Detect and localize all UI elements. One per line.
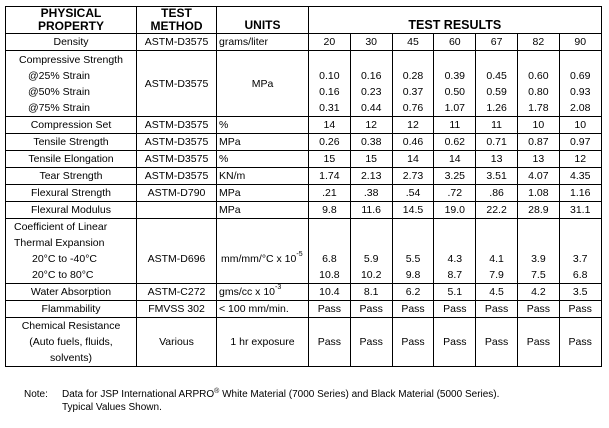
value-cell: Pass: [434, 301, 476, 318]
value-cell: 0.69 0.93 2.08: [559, 51, 601, 117]
note-text: Data for JSP International ARPRO® White Material (7000 Series) and Black Material (5000 Series). Typical Values Shown.: [62, 388, 500, 413]
row-tensile-elongation: [6, 151, 602, 168]
test-method: ASTM-D3575: [137, 134, 217, 151]
value-cell: Pass: [517, 301, 559, 318]
value-cell: 31.1: [559, 202, 601, 219]
property-label: Chemical Resistance (Auto fuels, fluids, solvents): [6, 318, 137, 367]
value-cell: 0.26: [309, 134, 351, 151]
value-cell: 0.16 0.23 0.44: [350, 51, 392, 117]
test-method: ASTM-D3575: [137, 34, 217, 51]
value-cell: .38: [350, 185, 392, 202]
value-cell: 10.4: [309, 284, 351, 301]
units: MPa: [217, 202, 309, 219]
test-method: ASTM-C272: [137, 284, 217, 301]
value-cell: 22.2: [476, 202, 518, 219]
test-method: ASTM-D3575: [137, 168, 217, 185]
value-cell: 90: [559, 34, 601, 51]
value-cell: Pass: [309, 301, 351, 318]
row-water-absorption: [6, 284, 602, 301]
row-chemical-resistance: [6, 318, 602, 367]
value-cell: 0.87: [517, 134, 559, 151]
row-flexural-strength: [6, 185, 602, 202]
units: mm/mm/°C x $10^{-5}$: [217, 219, 309, 284]
value-cell: 5.1: [434, 284, 476, 301]
value-cell: 10: [517, 117, 559, 134]
value-cell: 14.5: [392, 202, 434, 219]
value-cell: 3.5: [559, 284, 601, 301]
value-cell: 82: [517, 34, 559, 51]
value-cell: 4.07: [517, 168, 559, 185]
value-cell: 14: [434, 151, 476, 168]
row-flexural-modulus: [6, 202, 602, 219]
value-cell: 0.39 0.50 1.07: [434, 51, 476, 117]
value-cell: 15: [309, 151, 351, 168]
value-cell: 20: [309, 34, 351, 51]
row-flammability: [6, 301, 602, 318]
units: KN/m: [217, 168, 309, 185]
header-units: UNITS: [217, 7, 309, 34]
value-cell: 14: [309, 117, 351, 134]
header-row: [6, 7, 602, 34]
value-cell: 4.3 8.7: [434, 219, 476, 284]
property-label: Coefficient of Linear Thermal Expansion 20°C to -40°C 20°C to 80°C: [6, 219, 137, 284]
value-cell: Pass: [309, 318, 351, 367]
property-label: Flexural Strength: [6, 185, 137, 202]
value-cell: 9.8: [309, 202, 351, 219]
units: 1 hr exposure: [217, 318, 309, 367]
value-cell: 45: [392, 34, 434, 51]
value-cell: 30: [350, 34, 392, 51]
value-cell: 1.08: [517, 185, 559, 202]
table-note: [24, 388, 499, 414]
value-cell: 0.38: [350, 134, 392, 151]
value-cell: Pass: [476, 301, 518, 318]
value-cell: 2.13: [350, 168, 392, 185]
value-cell: 4.5: [476, 284, 518, 301]
test-method: Various: [137, 318, 217, 367]
row-thermal-expansion: [6, 219, 602, 284]
value-cell: Pass: [350, 318, 392, 367]
value-cell: 5.5 9.8: [392, 219, 434, 284]
header-property: PHYSICAL PROPERTY: [6, 7, 137, 34]
value-cell: Pass: [476, 318, 518, 367]
value-cell: 11.6: [350, 202, 392, 219]
value-cell: Pass: [434, 318, 476, 367]
test-method: ASTM-D3575: [137, 51, 217, 117]
value-cell: 14: [392, 151, 434, 168]
value-cell: 13: [476, 151, 518, 168]
test-method: ASTM-D696: [137, 219, 217, 284]
value-cell: 8.1: [350, 284, 392, 301]
property-label: Flammability: [6, 301, 137, 318]
units: < 100 mm/min.: [217, 301, 309, 318]
units: MPa: [217, 134, 309, 151]
header-method: TEST METHOD: [137, 7, 217, 34]
value-cell: Pass: [559, 318, 601, 367]
value-cell: 19.0: [434, 202, 476, 219]
test-method: [137, 202, 217, 219]
value-cell: 1.16: [559, 185, 601, 202]
property-label: Compression Set: [6, 117, 137, 134]
value-cell: 6.2: [392, 284, 434, 301]
row-tear-strength: [6, 168, 602, 185]
value-cell: 4.35: [559, 168, 601, 185]
property-label: Tear Strength: [6, 168, 137, 185]
units: %: [217, 151, 309, 168]
value-cell: Pass: [392, 318, 434, 367]
value-cell: 0.60 0.80 1.78: [517, 51, 559, 117]
property-label: Density: [6, 34, 137, 51]
property-label: Tensile Elongation: [6, 151, 137, 168]
property-label: Flexural Modulus: [6, 202, 137, 219]
value-cell: .21: [309, 185, 351, 202]
value-cell: 0.10 0.16 0.31: [309, 51, 351, 117]
value-cell: 15: [350, 151, 392, 168]
value-cell: 60: [434, 34, 476, 51]
value-cell: 3.25: [434, 168, 476, 185]
row-density: [6, 34, 602, 51]
test-method: ASTM-D3575: [137, 117, 217, 134]
value-cell: 0.28 0.37 0.76: [392, 51, 434, 117]
value-cell: .54: [392, 185, 434, 202]
value-cell: 67: [476, 34, 518, 51]
value-cell: 0.45 0.59 1.26: [476, 51, 518, 117]
test-method: FMVSS 302: [137, 301, 217, 318]
value-cell: 12: [350, 117, 392, 134]
value-cell: 13: [517, 151, 559, 168]
value-cell: 4.1 7.9: [476, 219, 518, 284]
value-cell: 3.51: [476, 168, 518, 185]
row-compression-set: [6, 117, 602, 134]
value-cell: 10: [559, 117, 601, 134]
property-label: Compressive Strength @25% Strain @50% Strain @75% Strain: [6, 51, 137, 117]
units: %: [217, 117, 309, 134]
value-cell: Pass: [350, 301, 392, 318]
simple-rows: [6, 117, 602, 219]
units: MPa: [217, 51, 309, 117]
value-cell: 0.71: [476, 134, 518, 151]
value-cell: 0.46: [392, 134, 434, 151]
value-cell: Pass: [392, 301, 434, 318]
value-cell: 6.8 10.8: [309, 219, 351, 284]
value-cell: 3.7 6.8: [559, 219, 601, 284]
units: gms/cc x $10^{-3}$: [217, 284, 309, 301]
units: grams/liter: [217, 34, 309, 51]
row-tensile-strength: [6, 134, 602, 151]
value-cell: 4.2: [517, 284, 559, 301]
value-cell: 0.97: [559, 134, 601, 151]
value-cell: .86: [476, 185, 518, 202]
value-cell: 12: [559, 151, 601, 168]
value-cell: 5.9 10.2: [350, 219, 392, 284]
value-cell: Pass: [517, 318, 559, 367]
test-method: ASTM-D3575: [137, 151, 217, 168]
value-cell: 2.73: [392, 168, 434, 185]
value-cell: 28.9: [517, 202, 559, 219]
row-compressive-strength: [6, 51, 602, 117]
value-cell: Pass: [559, 301, 601, 318]
property-label: Water Absorption: [6, 284, 137, 301]
properties-table: [5, 6, 602, 367]
header-results: TEST RESULTS: [309, 7, 602, 34]
value-cell: 1.74: [309, 168, 351, 185]
units: MPa: [217, 185, 309, 202]
value-cell: .72: [434, 185, 476, 202]
value-cell: 11: [476, 117, 518, 134]
test-method: ASTM-D790: [137, 185, 217, 202]
value-cell: 0.62: [434, 134, 476, 151]
value-cell: 11: [434, 117, 476, 134]
property-label: Tensile Strength: [6, 134, 137, 151]
value-cell: 3.9 7.5: [517, 219, 559, 284]
value-cell: 12: [392, 117, 434, 134]
note-label: Note:: [24, 389, 48, 400]
